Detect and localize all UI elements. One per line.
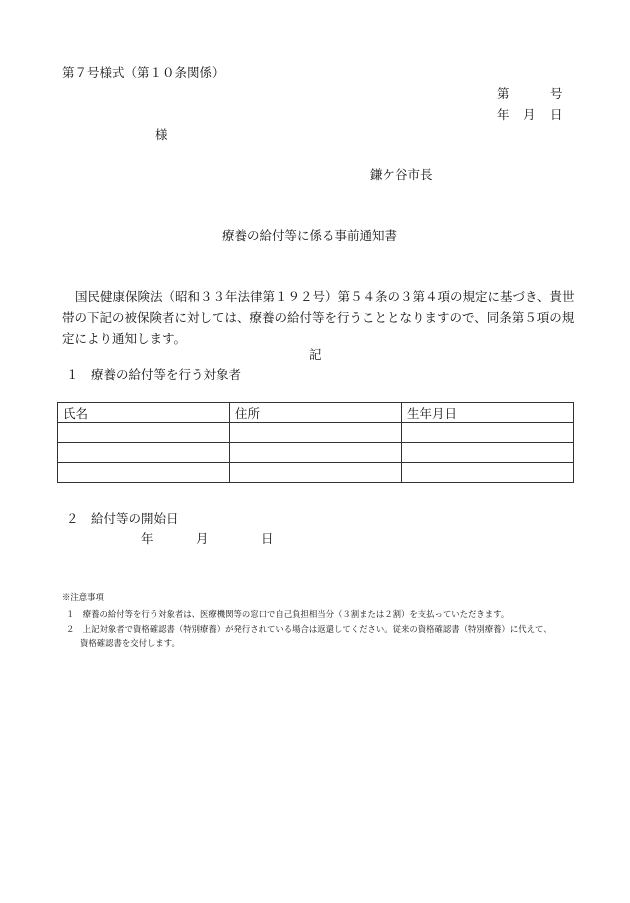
ki-marker: 記 <box>309 347 322 362</box>
document-number-suffix: 号 <box>550 86 563 101</box>
body-paragraph: 国民健康保険法（昭和３３年法律第１９２号）第５４条の３第４項の規定に基づき、貴世帯の下記の被保険者に対しては、療養の給付等を行うこととなりますので、同条第５項の規定により通知します。 <box>62 289 575 346</box>
table-cell[interactable] <box>230 443 402 463</box>
note-item-continuation: 資格確認書を交付します。 <box>80 638 180 648</box>
table-cell[interactable] <box>402 443 574 463</box>
note-item: ２ 上記対象者で資格確認書（特別療養）が発行されている場合は返還してください。従来の資格確認書（特別療養）に代えて、 <box>66 624 552 634</box>
table-cell[interactable] <box>402 423 574 443</box>
table-cell[interactable] <box>58 423 230 443</box>
table-cell[interactable] <box>230 463 402 483</box>
table-row <box>58 423 574 443</box>
column-header-name: 氏名 <box>58 403 230 423</box>
notes-heading: ※注意事項 <box>62 592 104 602</box>
issue-date-year: 年 <box>497 107 510 122</box>
start-date-year: 年 <box>141 531 154 546</box>
section-1-heading: １ 療養の給付等を行う対象者 <box>66 367 242 382</box>
form-number: 第７号様式（第１０条関係） <box>62 65 225 80</box>
section-2-heading: ２ 給付等の開始日 <box>66 511 179 526</box>
document-title: 療養の給付等に係る事前通知書 <box>222 228 398 243</box>
column-header-address: 住所 <box>230 403 402 423</box>
table-header-row <box>58 403 574 423</box>
table-row <box>58 463 574 483</box>
table-cell[interactable] <box>230 423 402 443</box>
target-persons-table <box>57 402 574 483</box>
table-cell[interactable] <box>58 443 230 463</box>
start-date-day: 日 <box>261 531 274 546</box>
table-row <box>58 443 574 463</box>
issuer-name: 鎌ケ谷市長 <box>370 167 433 182</box>
note-item: １ 療養の給付等を行う対象者は、医療機関等の窓口で自己負担相当分（３割または２割）を支払っていただきます。 <box>66 609 510 619</box>
recipient-honorific: 様 <box>155 127 168 142</box>
document-number-label: 第 <box>497 86 510 101</box>
issue-date-month: 月 <box>523 107 536 122</box>
column-header-birthdate: 生年月日 <box>402 403 574 423</box>
table-cell[interactable] <box>402 463 574 483</box>
start-date-month: 月 <box>196 531 209 546</box>
issue-date-day: 日 <box>550 107 563 122</box>
table-cell[interactable] <box>58 463 230 483</box>
